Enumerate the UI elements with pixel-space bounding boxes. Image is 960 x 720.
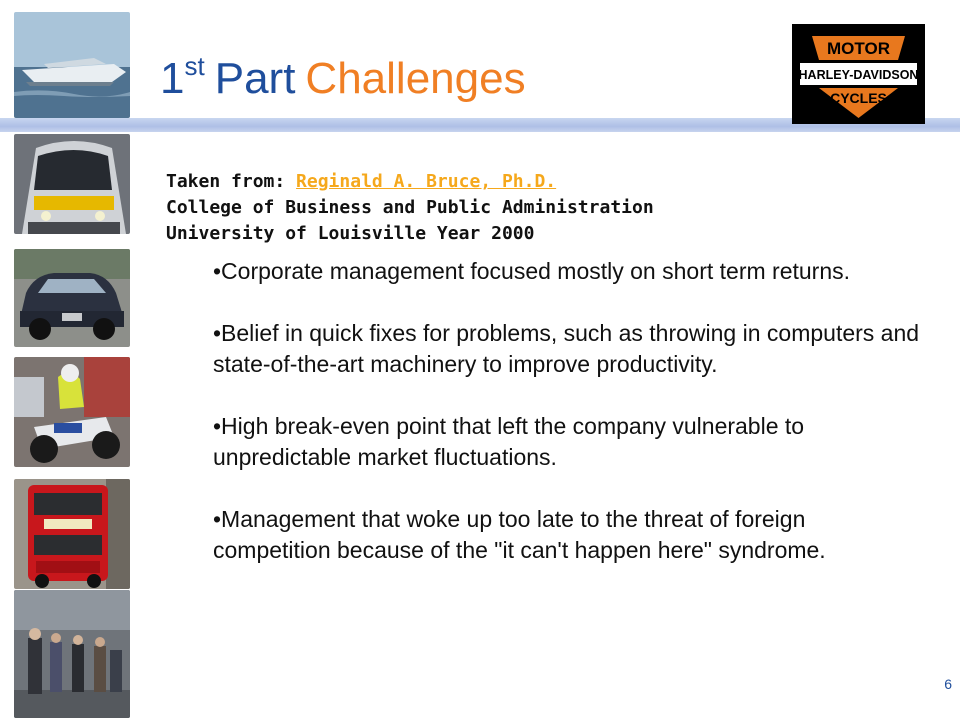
boat-photo (14, 12, 130, 118)
source-line-1 (166, 169, 866, 195)
logo-top-text: MOTOR (827, 39, 890, 58)
page-number: 6 (944, 676, 952, 692)
title-number: 1 (160, 54, 185, 103)
challenge-item: •Belief in quick fixes for problems, such as throwing in computers and state-of-the-art machinery to improve productivity. (213, 320, 920, 377)
challenge-item: •Management that woke up too late to the threat of foreign competition because of the "it can't happen here" syndrome. (213, 506, 826, 563)
logo-middle-text: HARLEY-DAVIDSON (798, 68, 919, 82)
title-ordinal-suffix: st (184, 51, 205, 81)
author-link[interactable]: Reginald A. Bruce, Ph.D. (296, 171, 557, 192)
train-photo (14, 134, 130, 234)
slide-title (160, 40, 526, 105)
source-line-2: College of Business and Public Administration (166, 197, 654, 218)
challenge-item: •High break-even point that left the company vulnerable to unpredictable market fluctuations. (213, 413, 805, 470)
title-highlight: Challenges (305, 54, 526, 103)
commuters-photo (14, 590, 130, 718)
logo-bottom-text: CYCLES (830, 90, 887, 106)
challenge-item: •Corporate management focused mostly on short term returns. (213, 258, 851, 284)
challenge-list (213, 256, 923, 566)
source-prefix: Taken from: (166, 171, 297, 192)
source-attribution (166, 169, 866, 247)
taxi-photo (14, 249, 130, 347)
title-part-word: Part (214, 54, 296, 103)
double-decker-bus-photo (14, 479, 130, 589)
source-line-3: University of Louisville Year 2000 (166, 223, 535, 244)
police-motorcycle-photo (14, 357, 130, 467)
harley-davidson-logo (792, 24, 925, 124)
